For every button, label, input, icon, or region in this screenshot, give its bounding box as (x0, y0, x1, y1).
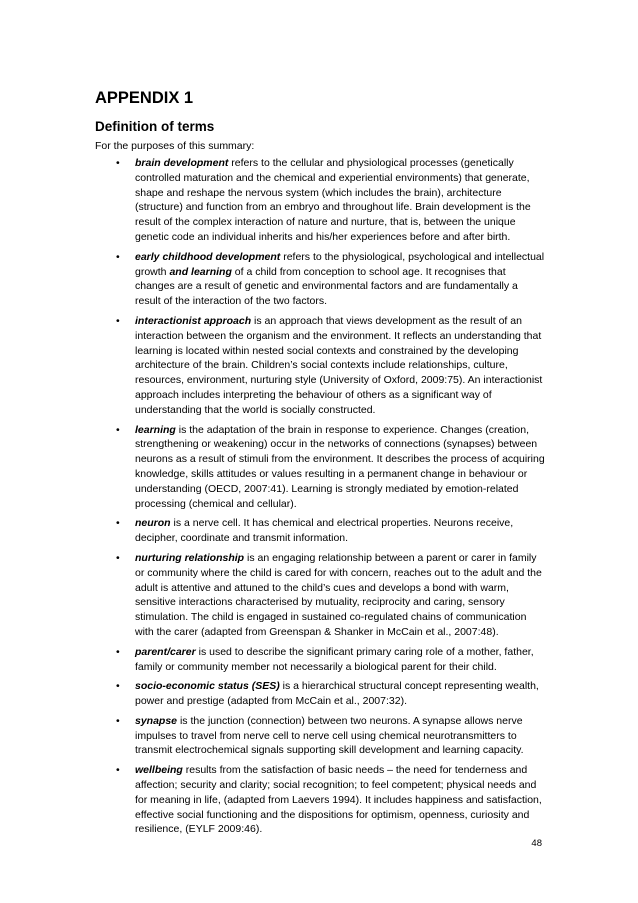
definitions-subheading: Definition of terms (95, 119, 215, 134)
definition-item (95, 645, 545, 675)
term-name: and learning (169, 265, 232, 278)
bullet-icon: • (116, 250, 120, 263)
appendix-heading: APPENDIX 1 (95, 89, 194, 107)
term-definition: is the junction (connection) between two neurons. A synapse allows nerve impulses to travel from nerve cell to nerve cell using chemical neurotransmitters to transmit electrochemical signals supporting skill development and learning capacity. (135, 714, 524, 757)
term-name: brain development (135, 157, 229, 169)
term-name: parent/carer (135, 645, 196, 658)
term-name: wellbeing (135, 764, 183, 777)
bullet-icon: • (116, 551, 120, 564)
term-name: neuron (135, 517, 171, 530)
bullet-icon: • (116, 764, 120, 777)
bullet-icon: • (116, 680, 120, 693)
term-definition: results from the satisfaction of basic needs – the need for tenderness and affection; security and clarity; social recognition; to feel competent; physical needs and for meaning in life, (adapted from Laevers 1994). It includes happiness and satisfaction, effective social functioning and the dispositions for optimism, openness, curiosity and resilience, (EYLF 2009:46). (135, 764, 542, 836)
term-definition: of a child from conception to school age. It recognises that changes are a result of genetic and environmental factors and are fundamentally a result of the interaction of the two factors. (135, 265, 518, 308)
term-name: nurturing relationship (135, 551, 245, 564)
term-name: interactionist approach (135, 314, 252, 327)
intro-text: For the purposes of this summary: (95, 140, 255, 152)
definition-item (95, 714, 545, 758)
term-name: learning (135, 423, 176, 436)
bullet-icon: • (116, 314, 120, 327)
bullet-icon: • (116, 157, 120, 169)
definition-item (95, 156, 545, 245)
term-definition: is used to describe the significant primary caring role of a mother, father, family or community member not necessarily a biological parent for their child. (135, 645, 534, 673)
bullet-icon: • (116, 645, 120, 658)
term-name: synapse (135, 714, 178, 727)
bullet-icon: • (116, 423, 120, 436)
definition-item (95, 551, 545, 640)
term-name: early childhood development (135, 250, 281, 263)
term-name: socio-economic status (SES) (135, 680, 280, 693)
page-number: 48 (531, 838, 542, 849)
definition-item (95, 516, 545, 546)
definition-item (95, 679, 545, 709)
term-definition: is an approach that views development as the result of an interaction between the organism and the environment. It reflects an understanding that learning is located within nested social contexts and constrained by the developing architecture of the brain. Children’s social contexts include relationships, culture, resources, environment, nurturing style (University of Oxford, 2009:75). An interactionist approach includes interpreting the behaviour of others as a significant way of understanding that the world is socially constructed. (135, 314, 543, 416)
definition-item (95, 423, 545, 512)
bullet-icon: • (116, 517, 120, 530)
term-definition: refers to the physiological, psychological and intellectual growth (135, 250, 545, 278)
definition-item (95, 314, 545, 418)
definition-item (95, 763, 545, 837)
term-definition: refers to the cellular and physiological processes (genetically controlled maturation and the chemical and experiential environments) that generate, shape and reshape the nervous system (which includes the brain), architecture (structure) and function from an embryo and throughout life. Brain development is the result of the complex interaction of nature and nurture, that is, between the unique genetic code an individual inherits and his/her experiences before and after birth. (135, 157, 531, 243)
document-page (95, 88, 545, 842)
bullet-icon: • (116, 714, 120, 727)
definitions-list (95, 156, 545, 837)
term-definition: is a nerve cell. It has chemical and electrical properties. Neurons receive, decipher, coordinate and transmit information. (135, 517, 514, 545)
term-definition: is an engaging relationship between a parent or carer in family or community where the child is cared for with concern, reaches out to the adult and the adult is attentive and attuned to the child’s cues and develops a bond with warm, sensitive interactions characterised by mutuality, reciprocity and caring, sensory stimulation. The child is engaged in sustained co-regulated chains of communication with the carer (adapted from Greenspan & Shanker in McCain et al., 2007:48). (135, 551, 542, 638)
term-definition: is a hierarchical structural concept representing wealth, power and prestige (adapted from McCain et al., 2007:32). (135, 680, 539, 708)
definition-item (95, 250, 545, 309)
term-definition: is the adaptation of the brain in response to experience. Changes (creation, strengthening or weakening) occur in the networks of connections (synapses) between neurons as a result of stimuli from the environment. It describes the process of acquiring knowledge, skills attitudes or values resulting in a permanent change in behaviour or understanding (OECD, 2007:41). Learning is strongly mediated by emotion-related processing (chemical and cellular). (135, 423, 545, 510)
